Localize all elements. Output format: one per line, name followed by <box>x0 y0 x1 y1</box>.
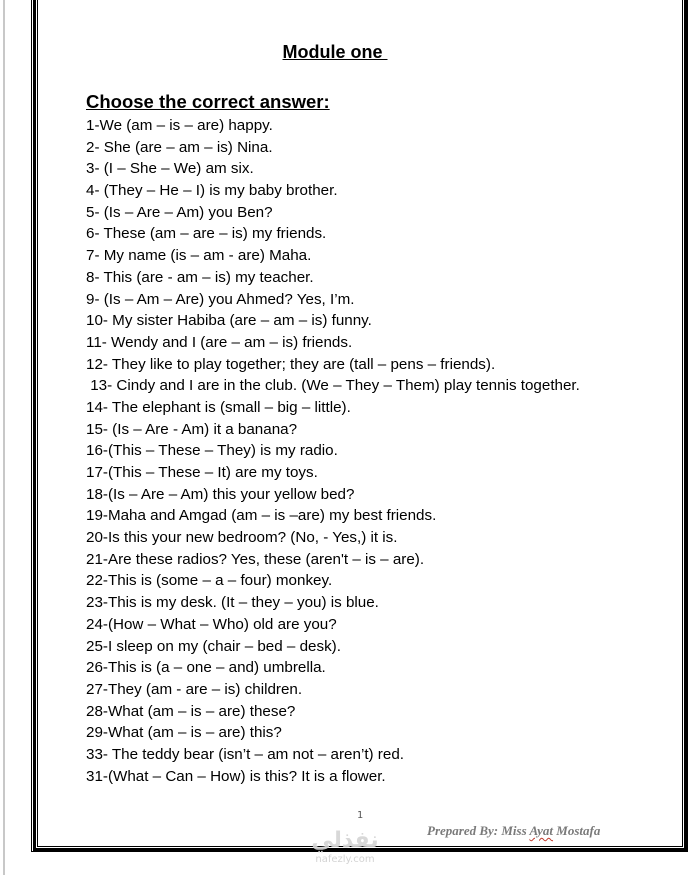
question-item: 2- She (are – am – is) Nina. <box>86 138 273 156</box>
question-item: 13- Cindy and I are in the club. (We – They – Them) play tennis together. <box>86 377 580 395</box>
question-item: 5- (Is – Are – Am) you Ben? <box>86 203 273 221</box>
question-item: 17-(This – These – It) are my toys. <box>86 464 318 481</box>
question-item: 14- The elephant is (small – big – little). <box>86 398 351 416</box>
prepared-by-footer <box>427 823 600 839</box>
prepared-by-prefix: Prepared By: Miss <box>427 823 530 838</box>
question-item: 11- Wendy and I (are – am – is) friends. <box>86 333 353 351</box>
question-item: 10- My sister Habiba (are – am – is) funny. <box>86 312 372 330</box>
question-item: 25-I sleep on my (chair – bed – desk). <box>86 637 341 655</box>
question-item: 21-Are these radios? Yes, these (aren't – is – are). <box>86 550 425 568</box>
watermark-logo: نفذلي <box>311 828 379 853</box>
question-item: 7- My name (is – am - are) Maha. <box>86 247 312 265</box>
page-number: 1 <box>357 810 364 821</box>
question-item: 8- This (are - am – is) my teacher. <box>86 268 314 286</box>
question-item: 22-This is (some – a – four) monkey. <box>86 572 333 590</box>
question-item: 12- They like to play together; they are (tall – pens – friends). <box>86 355 496 373</box>
prepared-by-last-name: Mostafa <box>553 823 601 838</box>
question-item: 18-(Is – Are – Am) this your yellow bed? <box>86 485 355 503</box>
question-list <box>86 115 580 787</box>
question-item: 15- (Is – Are - Am) it a banana? <box>86 420 298 438</box>
question-item: 9- (Is – Am – Are) you Ahmed? Yes, I’m. <box>86 290 355 308</box>
question-item: 29-What (am – is – are) this? <box>86 724 282 742</box>
question-item: 3- (I – She – We) am six. <box>86 160 254 178</box>
question-item: 31-(What – Can – How) is this? It is a flower. <box>86 767 386 785</box>
question-item: 33- The teddy bear (isn’t – am not – aren’t) red. <box>86 745 404 763</box>
watermark-site: nafezly.com <box>315 854 375 865</box>
question-item: 24-(How – What – Who) old are you? <box>86 615 337 633</box>
question-item: 4- (They – He – I) is my baby brother. <box>86 182 338 200</box>
page-edge <box>3 0 5 875</box>
question-item: 23-This is my desk. (It – they – you) is blue. <box>86 594 379 612</box>
document-title: Module one <box>282 42 388 62</box>
question-item: 20-Is this your new bedroom? (No, - Yes,) it is. <box>86 529 398 547</box>
question-item: 16-(This – These – They) is my radio. <box>86 442 338 460</box>
watermark <box>300 828 390 866</box>
prepared-by-first-name: Ayat <box>529 823 554 838</box>
question-item: 26-This is (a – one – and) umbrella. <box>86 659 326 677</box>
question-item: 27-They (am - are – is) children. <box>86 680 303 698</box>
question-item: 28-What (am – is – are) these? <box>86 702 296 720</box>
question-item: 6- These (am – are – is) my friends. <box>86 225 327 243</box>
section-heading: Choose the correct answer: <box>86 91 330 112</box>
question-item: 19-Maha and Amgad (am – is –are) my best friends. <box>86 507 437 525</box>
question-item: 1-We (am – is – are) happy. <box>86 117 273 134</box>
